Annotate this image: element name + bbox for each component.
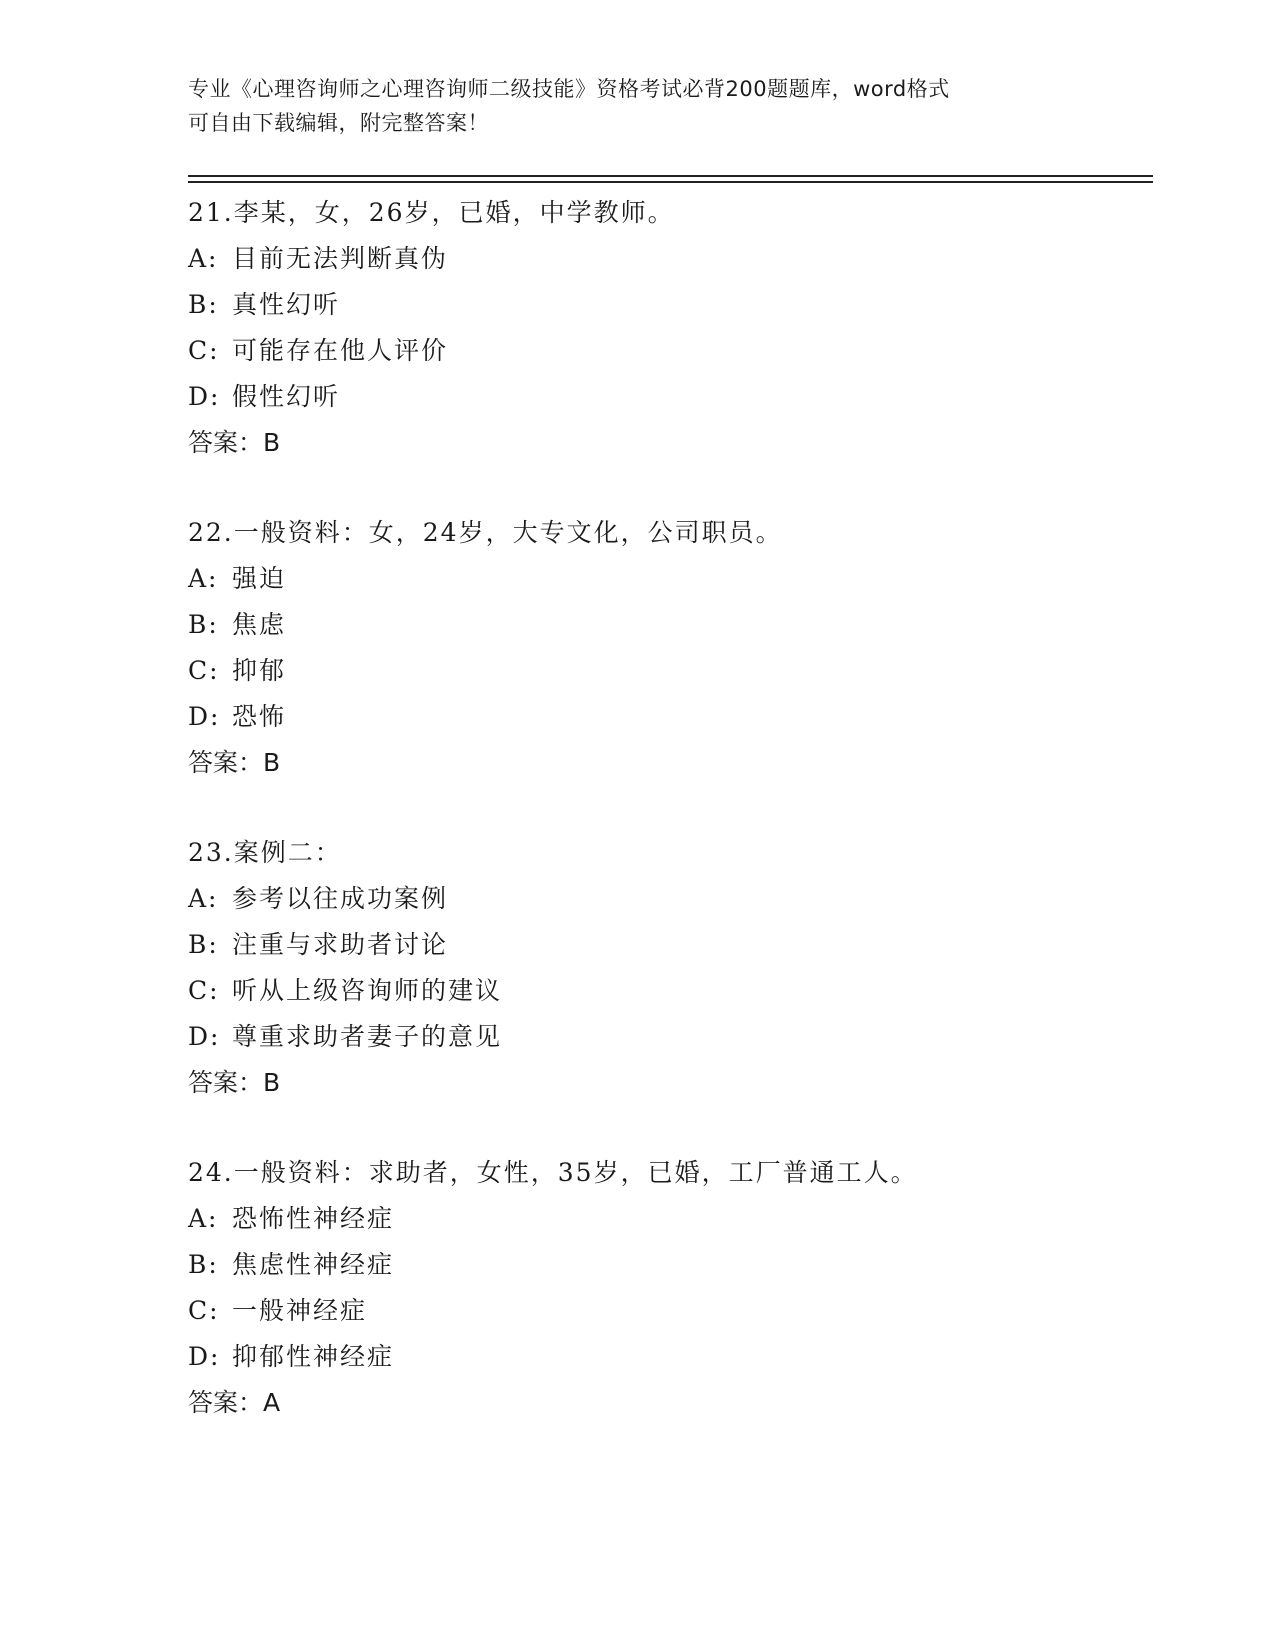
option-c: [188, 968, 1153, 1014]
option-d: [188, 1334, 1153, 1380]
option-text: 目前无法判断真伪: [232, 244, 449, 273]
option-text: 抑郁: [232, 656, 287, 685]
option-b: [188, 1242, 1153, 1288]
option-letter: B:: [188, 930, 219, 959]
question-list: [188, 190, 1153, 1470]
option-letter: B:: [188, 610, 219, 639]
option-letter: C:: [188, 1296, 220, 1325]
option-d: [188, 374, 1153, 420]
option-letter: C:: [188, 336, 220, 365]
question-stem: 22.一般资料：女，24岁，大专文化，公司职员。: [188, 518, 783, 547]
answer: 答案：B: [188, 748, 281, 777]
question-stem: 24.一般资料：求助者，女性，35岁，已婚，工厂普通工人。: [188, 1158, 918, 1187]
header-line-2: 可自由下载编辑，附完整答案！: [188, 111, 489, 135]
option-a: [188, 556, 1153, 602]
option-a: [188, 236, 1153, 282]
option-b: [188, 602, 1153, 648]
option-d: [188, 694, 1153, 740]
option-letter: A:: [188, 884, 219, 913]
option-letter: D:: [188, 1022, 221, 1051]
option-a: [188, 876, 1153, 922]
option-text: 焦虑性神经症: [232, 1250, 395, 1279]
option-c: [188, 648, 1153, 694]
option-letter: A:: [188, 244, 219, 273]
option-letter: A:: [188, 564, 219, 593]
option-c: [188, 328, 1153, 374]
option-letter: B:: [188, 1250, 219, 1279]
option-text: 参考以往成功案例: [232, 884, 449, 913]
answer: 答案：B: [188, 428, 281, 457]
option-text: 抑郁性神经症: [232, 1342, 395, 1371]
question-24: [188, 1150, 1153, 1426]
option-d: [188, 1014, 1153, 1060]
option-b: [188, 922, 1153, 968]
option-letter: D:: [188, 702, 221, 731]
option-b: [188, 282, 1153, 328]
option-text: 假性幻听: [232, 382, 341, 411]
option-letter: D:: [188, 1342, 221, 1371]
option-text: 一般神经症: [232, 1296, 368, 1325]
option-text: 真性幻听: [232, 290, 341, 319]
header-divider-bottom: [188, 181, 1153, 183]
question-stem: 23.案例二：: [188, 838, 342, 867]
option-text: 可能存在他人评价: [232, 336, 449, 365]
option-letter: C:: [188, 976, 220, 1005]
option-letter: D:: [188, 382, 221, 411]
question-21: [188, 190, 1153, 466]
header-divider-top: [188, 175, 1153, 177]
question-23: [188, 830, 1153, 1106]
document-header: [188, 72, 1068, 140]
header-line-1: 专业《心理咨询师之心理咨询师二级技能》资格考试必背200题题库，word格式: [188, 77, 950, 101]
question-stem: 21.李某，女，26岁，已婚，中学教师。: [188, 198, 675, 227]
option-letter: A:: [188, 1204, 219, 1233]
answer: 答案：B: [188, 1068, 281, 1097]
option-text: 尊重求助者妻子的意见: [232, 1022, 503, 1051]
option-letter: B:: [188, 290, 219, 319]
option-text: 焦虑: [232, 610, 287, 639]
answer: 答案：A: [188, 1388, 281, 1417]
option-text: 注重与求助者讨论: [232, 930, 449, 959]
option-text: 听从上级咨询师的建议: [232, 976, 503, 1005]
option-a: [188, 1196, 1153, 1242]
option-letter: C:: [188, 656, 220, 685]
question-22: [188, 510, 1153, 786]
option-text: 恐怖性神经症: [232, 1204, 395, 1233]
option-text: 强迫: [232, 564, 287, 593]
option-c: [188, 1288, 1153, 1334]
option-text: 恐怖: [232, 702, 287, 731]
